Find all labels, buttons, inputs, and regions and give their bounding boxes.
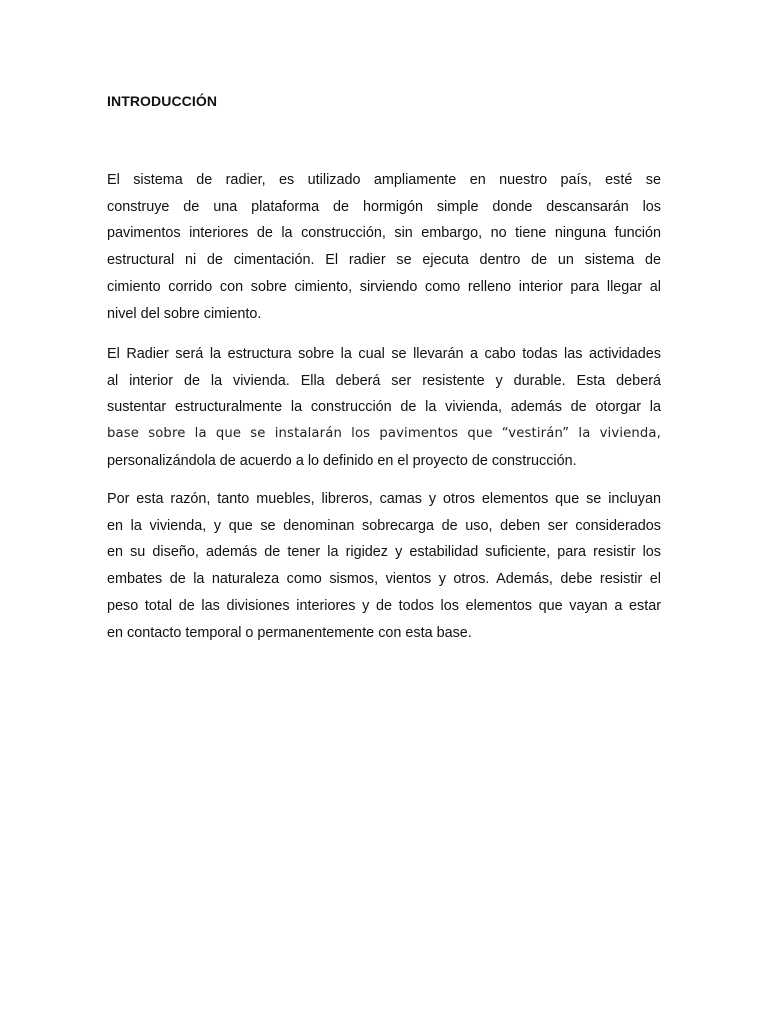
paragraph-line: Por esta razón, tanto muebles, libreros, camas y otros elementos que se incluyan bbox=[107, 491, 661, 507]
paragraph-line: en la vivienda, y que se denominan sobrecarga de uso, deben ser considerados bbox=[107, 517, 661, 534]
paragraph-line: base sobre la que se instalarán los pavimentos que “vestirán” la vivienda, bbox=[107, 426, 661, 442]
paragraph-line: pavimentos interiores de la construcción, sin embargo, no tiene ninguna función bbox=[107, 225, 661, 242]
paragraph-line: sustentar estructuralmente la construcción de la vivienda, además de otorgar la bbox=[107, 399, 661, 416]
paragraph-line: en su diseño, además de tener la rigidez y estabilidad suficiente, para resistir los bbox=[107, 544, 661, 561]
paragraph-line: en contacto temporal o permanentemente con esta base. bbox=[107, 624, 472, 641]
paragraph-1 bbox=[107, 167, 661, 327]
paragraph-line: al interior de la vivienda. Ella deberá ser resistente y durable. Esta deberá bbox=[107, 372, 661, 389]
paragraph-line: cimiento corrido con sobre cimiento, sirviendo como relleno interior para llegar al bbox=[107, 278, 661, 295]
paragraph-3 bbox=[107, 486, 661, 646]
paragraph-line: personalizándola de acuerdo a lo definido en el proyecto de construcción. bbox=[107, 452, 577, 469]
paragraph-line: estructural ni de cimentación. El radier se ejecuta dentro de un sistema de bbox=[107, 252, 661, 269]
paragraph-line: peso total de las divisiones interiores y de todos los elementos que vayan a estar bbox=[107, 597, 661, 614]
paragraph-line: El Radier será la estructura sobre la cual se llevarán a cabo todas las actividades bbox=[107, 346, 661, 362]
paragraph-line: construye de una plataforma de hormigón simple donde descansarán los bbox=[107, 198, 661, 215]
page-title: INTRODUCCIÓN bbox=[107, 93, 218, 109]
paragraph-line: embates de la naturaleza como sismos, vientos y otros. Además, debe resistir el bbox=[107, 571, 661, 588]
paragraph-line: El sistema de radier, es utilizado ampliamente en nuestro país, esté se bbox=[107, 172, 661, 188]
paragraph-2 bbox=[107, 341, 661, 475]
paragraph-line: nivel del sobre cimiento. bbox=[107, 305, 262, 322]
